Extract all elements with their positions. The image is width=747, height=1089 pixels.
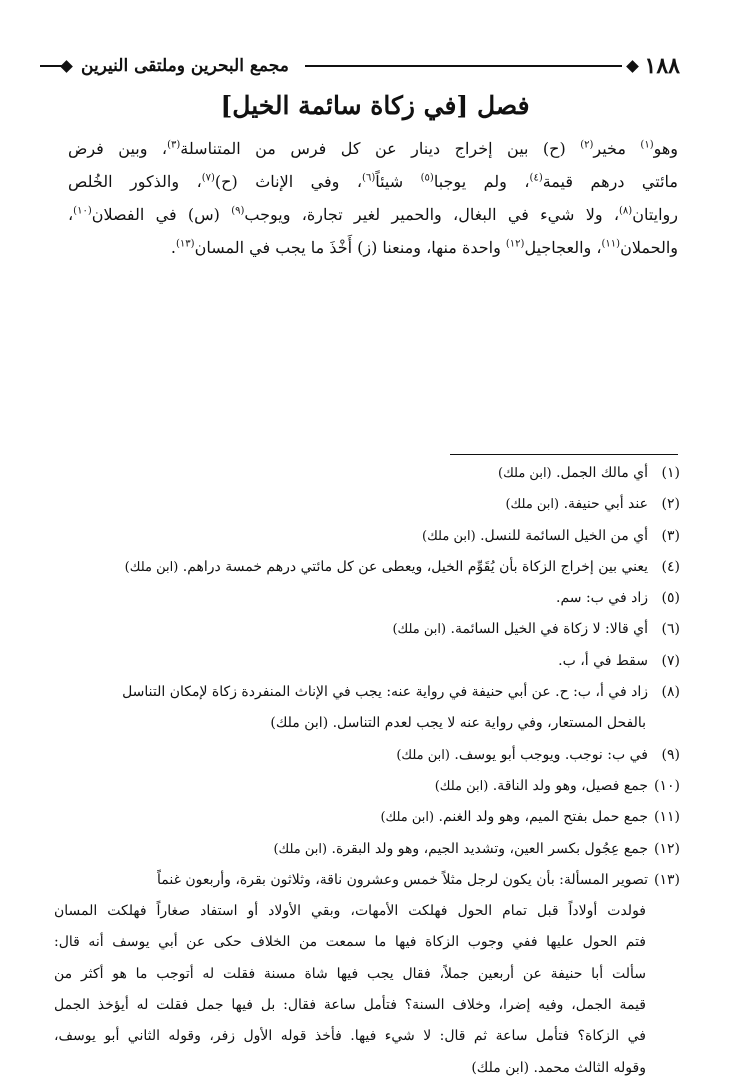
footnote-text: جمع حمل بفتح الميم، وهو ولد الغنم. — [438, 809, 648, 826]
footnote-text: يعني بين إخراج الزكاة بأن يُقَوِّم الخيل، ويعطى عن كل مائتي درهم خمسة دراهم. — [182, 558, 648, 575]
footnote-continuation: فولدت أولاداً قبل تمام الحول فهلكت الأمهات، وبقي الأولاد أو استفاد صغاراً فهلكت المسان — [54, 903, 646, 920]
footnote-text: سقط في أ، ب. — [558, 652, 648, 669]
diamond-ornament-icon — [60, 60, 73, 73]
footnote-source: (ابن ملك) — [498, 466, 552, 481]
footnote-ref[interactable]: (٣) — [167, 139, 181, 151]
footnote-ref[interactable]: (٨) — [619, 205, 633, 217]
footnote-number: (١٣) — [654, 871, 680, 888]
text-run: مخير — [593, 139, 641, 158]
footnote-number: (١١) — [654, 809, 680, 826]
body-line — [68, 231, 678, 264]
main-text — [68, 132, 678, 264]
footnote-continuation: بالفحل المستعار، وفي رواية عنه لا يجب لعدم التناسل. (ابن ملك) — [270, 715, 646, 732]
text-run: (س) في الفصلان — [91, 205, 232, 224]
footnotes — [54, 458, 680, 1084]
footnote — [54, 521, 680, 552]
text-run: مائتي درهم قيمة — [542, 172, 678, 191]
footnote — [54, 834, 680, 865]
footnote-number: (١٠) — [654, 777, 680, 794]
text-run: ، وفي الإناث (ح) — [214, 172, 363, 191]
footnote-text: أي مالك الجمل. — [556, 465, 648, 481]
footnote-number: (١٢) — [654, 840, 680, 857]
running-title: مجمع البحرين وملتقى النيرين — [81, 56, 289, 76]
footnote — [54, 583, 680, 614]
footnote-number: (٣) — [661, 527, 680, 544]
footnote — [54, 614, 680, 645]
text-run: ، ولا شيء في البغال، والحمير لغير تجارة، ويوجب — [244, 205, 619, 224]
footnote — [54, 552, 680, 583]
footnote-ref[interactable]: (١٠) — [73, 205, 92, 217]
text-run: ، وبين فرض — [68, 139, 168, 158]
footnote-text: أي من الخيل السائمة للنسل. — [480, 527, 648, 544]
footnote-number: (٤) — [661, 558, 680, 575]
footnote-number: (٧) — [661, 652, 680, 669]
footnote-continuation: سألت أبا حنيفة عن أربعين جملاً، فقال يجب فيها شاة مسنة فقلت له أتوجب ما هو أكثر من — [54, 965, 646, 982]
text-run: شيئاً — [375, 172, 421, 191]
footnote-continuation: فتم الحول عليها ففي وجوب الزكاة فيها ما سمعت من الخلاف حكى عن أبي يوسف أنه قال: — [54, 934, 646, 951]
text-run: ، والعجاجيل — [524, 238, 602, 257]
text-run: واحدة منها، ومنعنا (ز) أَخْذَ ما يجب في المسان — [194, 238, 506, 257]
footnote — [54, 771, 680, 802]
footnote-text: أي قالا: لا زكاة في الخيل السائمة. — [450, 621, 648, 638]
footnote-text: جمع فصيل، وهو ولد الناقة. — [492, 777, 648, 794]
body-line — [68, 132, 678, 165]
footnote-source: (ابن ملك) — [505, 497, 560, 513]
footnote-source: (ابن ملك) — [422, 528, 476, 544]
page-header — [40, 52, 680, 80]
text-run: ، ولم يوجبا — [433, 172, 530, 191]
footnote-ref[interactable]: (٤) — [529, 172, 543, 184]
footnote-number: (٨) — [661, 684, 680, 701]
text-run: ، — [68, 205, 74, 224]
footnote-number: (٢) — [661, 496, 680, 513]
footnote-number: (٦) — [661, 621, 680, 638]
footnote-ref[interactable]: (٦) — [362, 172, 376, 184]
footnote-continuation: قيمة الجمل، وفيه إضرا، وخلاف السنة؟ فتأمل ساعة فقال: بل فيها جمل فقلت له أيؤخذ الجمل — [54, 997, 646, 1014]
footnote-continuation: وقوله الثالث محمد. (ابن ملك) — [471, 1059, 646, 1076]
section-title: فصل [في زكاة سائمة الخيل] — [220, 91, 530, 120]
footnote — [54, 802, 680, 833]
footnote-ref[interactable]: (٩) — [231, 205, 245, 217]
footnote-continuation: في الزكاة؟ فتأمل ساعة ثم قال: لا شيء فيها. فأخذ قوله الأول زفر، وقوله الثاني أبو يوسف، — [54, 1028, 646, 1045]
footnote-ref[interactable]: (١٢) — [505, 238, 525, 250]
footnote — [54, 646, 680, 677]
footnote-separator — [450, 454, 678, 455]
body-line — [68, 198, 678, 231]
footnote — [54, 489, 680, 520]
footnote-text: تصوير المسألة: بأن يكون لرجل مثلاً خمس وعشرون ناقة، وثلاثون بقرة، وأربعون غنماً — [157, 871, 648, 888]
footnote-text: في ب: نوجب. ويوجب أبو يوسف. — [454, 746, 648, 763]
footnote-source: (ابن ملك) — [124, 559, 179, 575]
footnote-ref[interactable]: (٧) — [201, 172, 215, 184]
text-run: . — [170, 238, 177, 257]
footnote-source: (ابن ملك) — [392, 622, 447, 638]
body-line — [68, 165, 678, 198]
footnote-source: (ابن ملك) — [434, 778, 489, 794]
footnote — [54, 865, 680, 896]
footnote-number: (٥) — [661, 590, 680, 607]
text-run: ، والذكور الخُلص — [68, 172, 202, 191]
footnote-number: (٩) — [661, 746, 680, 763]
diamond-ornament-icon — [626, 60, 639, 73]
footnote — [54, 677, 680, 708]
footnote-source: (ابن ملك) — [396, 747, 450, 763]
footnote-ref[interactable]: (١١) — [601, 238, 621, 250]
footnote-ref[interactable]: (٢) — [580, 139, 594, 151]
footnote-text: زاد في أ، ب: ح. عن أبي حنيفة في رواية عنه: يجب في الإناث المنفردة زكاة لإمكان التناسل — [122, 684, 648, 701]
footnote — [54, 458, 680, 489]
text-run: والحملان — [620, 238, 678, 257]
footnote-text: عند أبي حنيفة. — [563, 496, 648, 513]
text-run: (ح) بين إخراج دينار عن كل فرس من المتناسلة — [180, 139, 581, 158]
text-run: روايتان — [632, 205, 678, 224]
footnote-text: جمع عِجُول بكسر العين، وتشديد الجيم، وهو ولد البقرة. — [331, 840, 648, 857]
footnote-source: (ابن ملك) — [273, 841, 328, 857]
footnote-text: زاد في ب: سم. — [556, 590, 648, 607]
footnote-number: (١) — [661, 465, 680, 481]
footnote — [54, 740, 680, 771]
footnote-ref[interactable]: (١٣) — [176, 238, 195, 250]
footnote-ref[interactable]: (١) — [640, 139, 654, 151]
text-run: وهو — [653, 139, 678, 158]
footnote-source: (ابن ملك) — [380, 810, 435, 826]
page-number: ١٨٨ — [644, 53, 680, 79]
header-rule — [305, 65, 622, 67]
footnote-ref[interactable]: (٥) — [420, 172, 434, 184]
